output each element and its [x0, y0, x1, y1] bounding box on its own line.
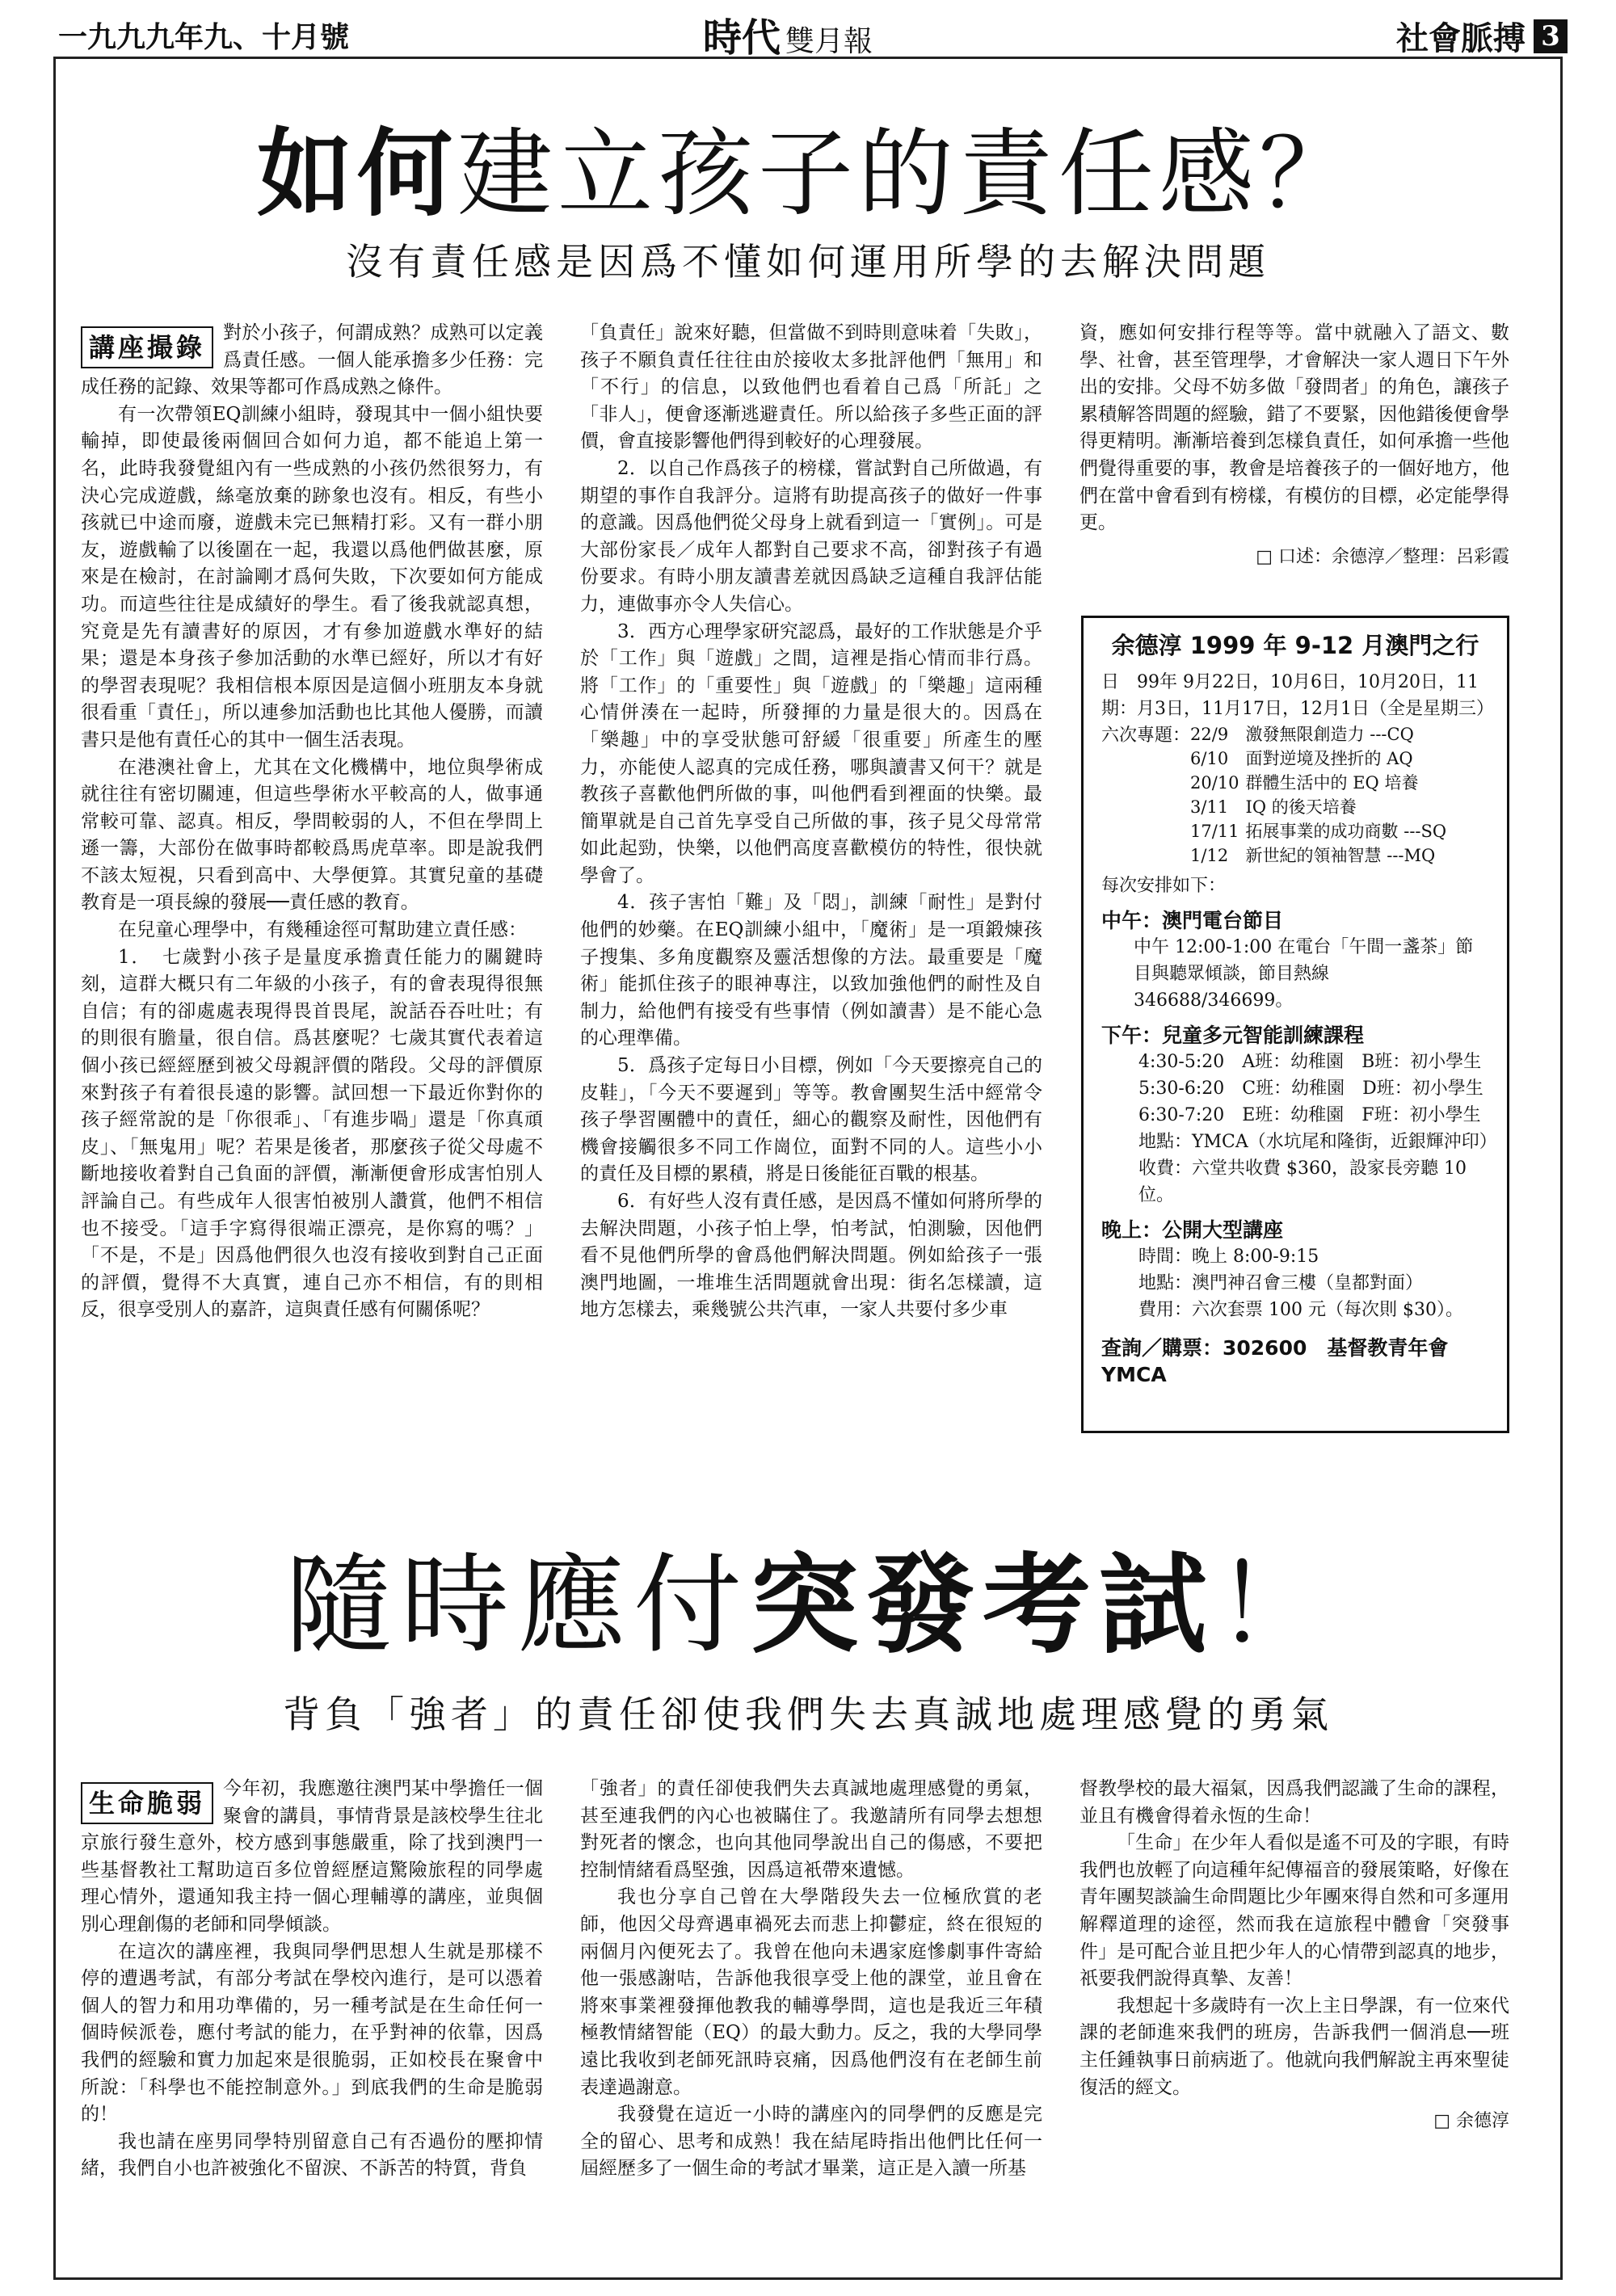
noon-text: 中午 12:00-1:00 在電台「午間一盞茶」節目與聽眾傾談，節目熱線 346688/346699。	[1134, 937, 1474, 1011]
contact-info: 查詢／購票：302600 基督教青年會 YMCA	[1101, 1336, 1449, 1386]
article1-title	[0, 97, 1616, 234]
paragraph: 對於小孩子，何謂成熟？成熟可以定義爲責任感。一個人能承擔多少任務：完成任務的記錄、效果等都可作爲成熟之條件。	[81, 322, 543, 398]
topic-date: 1/12	[1190, 846, 1229, 865]
article1-credit-text: 口述：余德淳／整理：呂彩霞	[1277, 546, 1509, 567]
paragraph: 我也請在座男同學特別留意自己有否過份的壓抑情緒，我們自小也許被強化不留淚、不訴苦的特質，背負	[81, 2130, 543, 2180]
topic-row	[1190, 843, 1453, 868]
schedule-box	[1081, 616, 1509, 1433]
paragraph: 1． 七歲對小孩子是量度承擔責任能力的關鍵時刻，這群大概只有二年級的小孩子，有的會表現得很無自信；有的卻處處表現得畏首畏尾，說話吞吞吐吐；有的則很有膽量，很自信。爲甚麼呢？七歲其實代表着這個小孩已經經歷到被父母親評價的階段。父母的評價原來對孩子有着很長遠的影響。試回想一下最近你對你的孩子經常說的是「你很乖」、「有進步喎」還是「你真頑皮」、「無鬼用」呢？若果是後者，那麼孩子從父母處不斷地接收着對自己負面的評價，漸漸便會形成害怕別人評論自己。有些成年人很害怕被別人讚賞，他們不相信也不接受。「這手字寫得很端正漂亮，是你寫的嗎？」「不是，不是」因爲他們很久也沒有接收到對自己正面的評價，覺得不大真實，連自己亦不相信，有的則相反，很享受別人的嘉許，這與責任感有何關係呢？	[81, 946, 543, 1321]
noon-label: 中午：澳門電台節目	[1101, 909, 1284, 932]
topic-row	[1190, 746, 1453, 771]
paragraph: 在港澳社會上，尤其在文化機構中，地位與學術成就往往有密切關連，但這些學術水平較高的人，做事通常較可靠、認真。相反，學問較弱的人，不但在學問上遜一籌，大部份在做事時都較爲馬虎草率。即是說我們不該太短視，只看到高中、大學便算。其實兒童的基礎教育是一項長線的發展──責任感的教育。	[81, 756, 543, 914]
article2-column-2	[580, 1776, 1042, 2183]
article2-title-bold: 突發考試	[749, 1542, 1215, 1668]
topic-row	[1190, 795, 1453, 819]
section-header	[1396, 13, 1568, 59]
page-number: 3	[1534, 19, 1568, 53]
topic-row	[1190, 722, 1453, 746]
article1-credit: □ 口述：余德淳／整理：呂彩霞	[1256, 546, 1509, 567]
topic-date: 17/11	[1190, 822, 1239, 841]
evening-label: 晚上：公開大型講座	[1101, 1218, 1284, 1242]
topic-name: 群體生活中的 EQ 培養	[1245, 773, 1419, 793]
topic-name: 新世紀的領袖智慧 ---MQ	[1245, 846, 1436, 865]
schedule-arrange: 每次安排如下：	[1101, 876, 1227, 896]
masthead	[703, 6, 873, 62]
schedule-dates	[1101, 669, 1494, 722]
paragraph: 3．西方心理學家研究認爲，最好的工作狀態是介乎於「工作」與「遊戲」之間，這裡是指心情而非行爲。將「工作」的「重要性」與「遊戲」的「樂趣」這兩種心情併湊在一起時，所發揮的力量是很大的。因爲在「樂趣」中的享受狀態可舒緩「很重要」所產生的壓力，亦能使人認真的完成任務，哪與讀書又何干？就是教孩子喜歡他們所做的事，叫他們看到裡面的快樂。最簡單就是自己首先享受自己所做的事，孩子見父母常常如此起勁，快樂，以他們高度喜歡模仿的特性，很快就學會了。	[580, 620, 1042, 886]
topics-label: 六次專題：	[1101, 725, 1191, 746]
section-name: 社會脈搏	[1396, 19, 1526, 57]
topic-date: 3/11	[1190, 797, 1229, 817]
evening-fee: 費用：六次套票 100 元（每次則 $30）。	[1138, 1300, 1463, 1320]
article2-title-end: ！	[1215, 1542, 1332, 1668]
afternoon-class: 6:30-7:20 E班：幼稚園 F班：初小學生	[1138, 1105, 1481, 1125]
paragraph: 我也分享自己曾在大學階段失去一位極欣賞的老師，他因父母齊遇車禍死去而悲上抑鬱症，終在很短的兩個月內便死去了。我曾在他向未遇家庭慘劇事件寄給他一張感謝咭，告訴他我很享受上他的課堂，並且會在將來事業裡發揮他教我的輔導學問，這也是我近三年積極教情緒智能（EQ）的最大動力。反之，我的大學同學遠比我收到老師死訊時哀痛，因爲他們沒有在老師生前表達過謝意。	[580, 1886, 1042, 2098]
topic-name: 拓展事業的成功商數 ---SQ	[1245, 822, 1447, 841]
paragraph: 2．以自己作爲孩子的榜樣，嘗試對自己所做過，有期望的事作自我評分。這將有助提高孩子的做好一件事的意識。因爲他們從父母身上就看到這一「實例」。可是大部份家長／成年人都對自己要求不高，卻對孩子有過份要求。有時小朋友讀書差就因爲缺乏這種自我評估能力，連做事亦令人失信心。	[580, 457, 1042, 615]
paragraph: 4．孩子害怕「難」及「悶」，訓練「耐性」是對付他們的妙藥。在EQ訓練小組中，「魔術」是一項鍛煉孩子搜集、多角度觀察及靈活想像的方法。最重要是「魔術」能抓住孩子的眼神專注，以致加強他們的耐性及自制力，給他們有接受有些事情（例如讀書）是不能心急的心理準備。	[580, 892, 1042, 1049]
article2-credit: □ 余德淳	[1433, 2111, 1509, 2132]
paragraph: 今年初，我應邀往澳門某中學擔任一個聚會的講員，事情背景是該校學生往北京旅行發生意外，校方感到事態嚴重，除了找到澳門一些基督教社工幫助這百多位曾經歷這驚險旅程的同學處理心情外，還通知我主持一個心理輔導的講座，並與個別心理創傷的老師和同學傾談。	[81, 1778, 543, 1935]
article1-column-3	[1079, 320, 1509, 570]
paragraph: 「強者」的責任卻使我們失去真誠地處理感覺的勇氣，甚至連我們的內心也被瞞住了。我邀請所有同學去想想對死者的懷念，也向其他同學說出自己的傷感，不要把控制情緒看爲堅強，因爲這衹帶來遺憾。	[580, 1778, 1042, 1881]
article2-title-rest: 隨時應付	[284, 1542, 750, 1668]
topics-table	[1190, 722, 1453, 868]
topic-name: 激發無限創造力 ---CQ	[1245, 725, 1414, 744]
paragraph: 5．爲孩子定每日小目標，例如「今天要擦亮自己的皮鞋」，「今天不要遲到」等等。教會團契生活中經常令孩子學習團體中的責任，細心的觀察及耐性，因他們有機會接觸很多不同工作崗位，面對不同的人。這些小小的責任及目標的累積，將是日後能征百戰的根基。	[580, 1055, 1042, 1185]
masthead-subtitle: 雙月報	[785, 25, 873, 58]
afternoon-class: 5:30-6:20 C班：幼稚園 D班：初小學生	[1138, 1079, 1483, 1099]
paragraph: 督教學校的最大福氣，因爲我們認識了生命的課程，並且有機會得着永恆的生命！	[1079, 1778, 1509, 1827]
paragraph: 我想起十多歲時有一次上主日學課，有一位來代課的老師進來我們的班房，告訴我們一個消息──班主任鍾執事日前病逝了。他就向我們解說主再來聖徒復活的經文。	[1079, 1995, 1509, 2098]
topic-row	[1190, 819, 1453, 843]
paragraph: 「負責任」說來好聽，但當做不到時則意味着「失敗」，孩子不願負責任往往由於接收太多批評他們「無用」和「不行」的信息，以致他們也看着自己爲「所託」之「非人」，便會逐漸逃避責任。所以給孩子多些正面的評價，會直接影響他們得到較好的心理發展。	[580, 322, 1042, 452]
afternoon-venue: 地點：YMCA（水坑尾和隆街，近銀輝沖印）	[1138, 1132, 1497, 1152]
article2-column-3	[1079, 1776, 1509, 2135]
schedule-topics	[1101, 722, 1489, 868]
evening-time: 時間：晚上 8:00-9:15	[1138, 1247, 1319, 1267]
paragraph: 有一次帶領EQ訓練小組時，發現其中一個小組快要輸掉，即使最後兩個回合如何力追，都不能追上第一名，此時我發覺組內有一些成熟的小孩仍然很努力，有決心完成遊戲，絲毫放棄的跡象也沒有。相反，有些小孩就已中途而廢，遊戲未完已無精打彩。又有一群小朋友，遊戲輸了以後圍在一起，我還以爲他們做甚麼，原來是在檢討，在討論剛才爲何失敗，下次要如何方能成功。而這些往往是成績好的學生。看了後我就認真想，究竟是先有讀書好的原因，才有參加遊戲水準好的結果；還是本身孩子參加活動的水準已經好，所以才有好的學習表現呢？我相信根本原因是這個小班朋友本身就很看重「責任」，所以連參加活動也比其他人優勝，而讀書只是他有責任心的其中一個生活表現。	[81, 403, 543, 751]
paragraph: 「生命」在少年人看似是遙不可及的字眼，有時我們也放輕了向這種年紀傳福音的發展策略，好像在青年團契談論生命問題比少年團來得自然和可多運用解釋道理的途徑，然而我在這旅程中體會「突發事件」是可配合並且把少年人的心情帶到認真的地步，祇要我們說得真摯、友善！	[1079, 1832, 1509, 1990]
article1-title-rest: 建立孩子的責任感？	[457, 118, 1360, 229]
topic-row	[1190, 771, 1453, 795]
issue-date: 一九九九年九、十月號	[58, 20, 350, 54]
article1-column-1	[81, 320, 543, 1324]
paragraph: 在這次的講座裡，我與同學們思想人生就是那樣不停的遭遇考試，有部分考試在學校內進行，是可以憑着個人的智力和用功準備的，另一種考試是在生命任何一個時候派卷，應付考試的能力，在乎對神的依靠，因爲我們的經驗和實力加起來是很脆弱，正如校長在聚會中所說：「科學也不能控制意外。」到底我們的生命是脆弱的！	[81, 1941, 543, 2126]
afternoon-class: 4:30-5:20 A班：幼稚園 B班：初小學生	[1138, 1052, 1482, 1072]
paragraph: 資，應如何安排行程等等。當中就融入了語文、數學、社會，甚至管理學，才會解決一家人週日下午外出的安排。父母不妨多做「發問者」的角色，讓孩子累積解答問題的經驗，錯了不要緊，因他錯後便會學得更精明。漸漸培養到怎樣負責任，如何承擔一些他們覺得重要的事，教會是培養孩子的一個好地方，他們在當中會看到有榜樣，有模仿的目標，必定能學得更。	[1079, 322, 1509, 534]
article1-tag: 講座撮錄	[81, 326, 213, 368]
dates-value: 99年 9月22日，10月6日，10月20日，11月3日，11月17日，12月1日（全是星期三）	[1137, 672, 1494, 719]
article2-title	[0, 1519, 1616, 1674]
article2-column-1	[81, 1776, 543, 2183]
masthead-title: 時代	[703, 15, 781, 61]
paragraph: 6．有好些人沒有責任感，是因爲不懂如何將所學的去解決問題，小孩子怕上學，怕考試，怕測驗，因他們看不見他們所學的會爲他們解決問題。例如給孩子一張澳門地圖，一堆堆生活問題就會出現：街名怎樣讀，這地方怎樣去，乘幾號公共汽車，一家人共要付多少車	[580, 1191, 1042, 1321]
article2-tag: 生命脆弱	[81, 1782, 213, 1824]
topic-date: 22/9	[1190, 725, 1229, 744]
paragraph: 我發覺在這近一小時的講座內的同學們的反應是完全的留心、思考和成熟！我在結尾時指出他們比任何一屆經歷多了一個生命的考試才畢業，這正是入讀一所基	[580, 2104, 1042, 2180]
article2-credit-text: 余德淳	[1455, 2111, 1509, 2132]
dates-label: 日期：	[1101, 672, 1138, 719]
evening-venue: 地點：澳門神召會三樓（皇都對面）	[1138, 1273, 1424, 1293]
article1-subtitle: 沒有責任感是因爲不懂如何運用所學的去解決問題	[346, 240, 1270, 284]
paragraph: 在兒童心理學中，有幾種途徑可幫助建立責任感：	[118, 919, 527, 941]
topic-date: 20/10	[1190, 773, 1239, 793]
topic-name: 面對逆境及挫折的 AQ	[1245, 749, 1413, 768]
schedule-title: 余德淳 1999 年 9-12 月澳門之行	[1111, 632, 1479, 659]
afternoon-fee: 收費：六堂共收費 $360，設家長旁聽 10 位。	[1138, 1159, 1467, 1205]
article1-title-bold: 如何	[256, 118, 457, 229]
topic-name: IQ 的後天培養	[1245, 797, 1357, 817]
topic-date: 6/10	[1190, 749, 1229, 768]
article1-column-2	[580, 320, 1042, 1324]
article2-subtitle: 背負「強者」的責任卻使我們失去真誠地處理感覺的勇氣	[283, 1693, 1333, 1736]
afternoon-label: 下午：兒童多元智能訓練課程	[1101, 1024, 1365, 1047]
